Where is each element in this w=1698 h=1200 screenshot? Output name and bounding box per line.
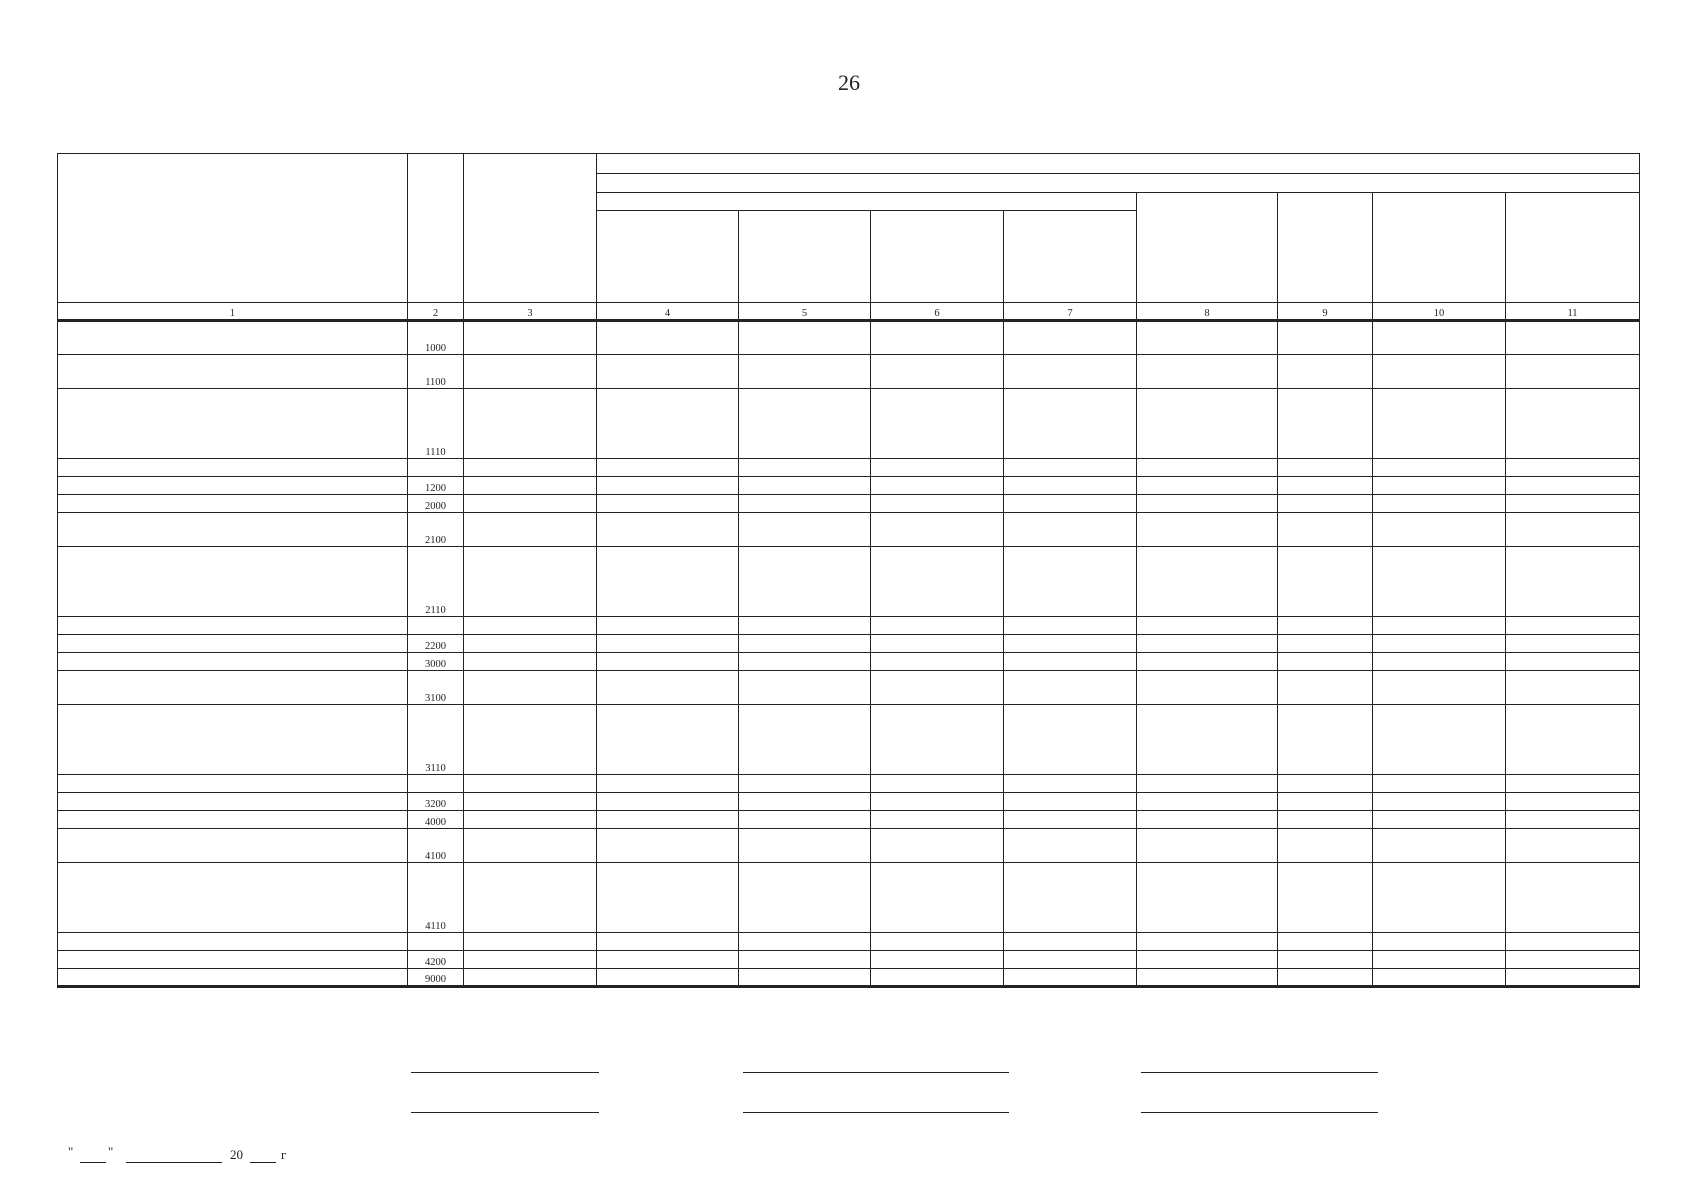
value-cell[interactable] [1506, 459, 1640, 477]
value-cell[interactable] [464, 671, 597, 705]
table-row [58, 459, 1640, 477]
expenses-table [57, 153, 1640, 988]
value-cell[interactable] [464, 793, 597, 811]
value-cell[interactable] [1004, 495, 1137, 513]
value-cell[interactable] [464, 705, 597, 775]
value-cell[interactable] [464, 969, 597, 987]
value-cell[interactable] [597, 829, 739, 863]
value-cell[interactable] [1004, 617, 1137, 635]
value-cell[interactable] [1004, 459, 1137, 477]
table-row [58, 951, 1640, 969]
table-body [58, 321, 1640, 987]
value-cell[interactable] [1278, 793, 1373, 811]
value-cell[interactable] [1506, 793, 1640, 811]
value-cell[interactable] [1373, 617, 1506, 635]
value-cell[interactable] [1137, 617, 1278, 635]
value-cell[interactable] [597, 969, 739, 987]
value-cell[interactable] [871, 495, 1004, 513]
value-cell[interactable] [1004, 513, 1137, 547]
value-cell[interactable] [1004, 829, 1137, 863]
value-cell[interactable] [464, 635, 597, 653]
value-cell[interactable] [871, 617, 1004, 635]
value-cell[interactable] [1137, 547, 1278, 617]
value-cell[interactable] [871, 653, 1004, 671]
value-cell[interactable] [464, 495, 597, 513]
value-cell[interactable] [597, 477, 739, 495]
value-cell[interactable] [871, 775, 1004, 793]
signature-line [743, 1072, 1009, 1073]
value-cell[interactable] [1137, 933, 1278, 951]
executor-position-line [411, 1112, 599, 1113]
row-indicator-name [58, 793, 408, 811]
value-cell[interactable] [1278, 321, 1373, 355]
value-cell[interactable] [871, 547, 1004, 617]
value-cell[interactable] [1137, 829, 1278, 863]
value-cell[interactable] [597, 775, 739, 793]
value-cell[interactable] [871, 863, 1004, 933]
value-cell[interactable] [1373, 635, 1506, 653]
value-cell[interactable] [597, 617, 739, 635]
value-cell[interactable] [1278, 951, 1373, 969]
row-code: 4110 [408, 863, 464, 933]
value-cell[interactable] [464, 459, 597, 477]
value-cell[interactable] [597, 793, 739, 811]
table-row [58, 793, 1640, 811]
value-cell[interactable] [597, 653, 739, 671]
table-row [58, 653, 1640, 671]
row-indicator-name [58, 811, 408, 829]
value-cell[interactable] [1373, 705, 1506, 775]
value-cell[interactable] [739, 477, 871, 495]
value-cell[interactable] [871, 951, 1004, 969]
value-cell[interactable] [1137, 811, 1278, 829]
value-cell[interactable] [739, 617, 871, 635]
value-cell[interactable] [1506, 705, 1640, 775]
value-cell[interactable] [597, 389, 739, 459]
value-cell[interactable] [597, 811, 739, 829]
value-cell[interactable] [1278, 513, 1373, 547]
header-expenses-group [597, 154, 1640, 174]
table-row [58, 933, 1640, 951]
column-number: 1 [58, 303, 408, 321]
column-number: 11 [1506, 303, 1640, 321]
table-row [58, 477, 1640, 495]
value-cell[interactable] [871, 635, 1004, 653]
value-cell[interactable] [739, 705, 871, 775]
table-row [58, 811, 1640, 829]
value-cell[interactable] [1506, 389, 1640, 459]
value-cell[interactable] [1278, 635, 1373, 653]
table-row [58, 775, 1640, 793]
value-cell[interactable] [1137, 321, 1278, 355]
value-cell[interactable] [739, 389, 871, 459]
value-cell[interactable] [1137, 705, 1278, 775]
value-cell[interactable] [871, 355, 1004, 389]
value-cell[interactable] [1506, 811, 1640, 829]
row-indicator-name [58, 513, 408, 547]
value-cell[interactable] [464, 933, 597, 951]
table-row [58, 705, 1640, 775]
value-cell[interactable] [739, 863, 871, 933]
row-indicator-name [58, 547, 408, 617]
value-cell[interactable] [1137, 951, 1278, 969]
value-cell[interactable] [1373, 829, 1506, 863]
value-cell[interactable] [597, 495, 739, 513]
value-cell[interactable] [1278, 969, 1373, 987]
header-mandatory-insurance [871, 211, 1004, 303]
value-cell[interactable] [464, 513, 597, 547]
value-cell[interactable] [1373, 547, 1506, 617]
value-cell[interactable] [1278, 477, 1373, 495]
row-indicator-name [58, 705, 408, 775]
date-quote-close: " [108, 1144, 114, 1159]
value-cell[interactable] [1278, 863, 1373, 933]
value-cell[interactable] [1373, 389, 1506, 459]
value-cell[interactable] [1004, 969, 1137, 987]
table-row [58, 829, 1640, 863]
date-quote-open: " [68, 1144, 74, 1159]
value-cell[interactable] [1137, 355, 1278, 389]
row-code: 9000 [408, 969, 464, 987]
table-row [58, 389, 1640, 459]
value-cell[interactable] [597, 671, 739, 705]
value-cell[interactable] [1278, 459, 1373, 477]
value-cell[interactable] [739, 459, 871, 477]
value-cell[interactable] [871, 705, 1004, 775]
value-cell[interactable] [1004, 793, 1137, 811]
row-code [408, 775, 464, 793]
position-line [411, 1072, 599, 1073]
value-cell[interactable] [464, 547, 597, 617]
value-cell[interactable] [1004, 705, 1137, 775]
value-cell[interactable] [1137, 793, 1278, 811]
value-cell[interactable] [871, 477, 1004, 495]
value-cell[interactable] [464, 811, 597, 829]
table-row [58, 635, 1640, 653]
value-cell[interactable] [1506, 671, 1640, 705]
value-cell[interactable] [739, 829, 871, 863]
value-cell[interactable] [739, 775, 871, 793]
value-cell[interactable] [1278, 617, 1373, 635]
row-code: 3110 [408, 705, 464, 775]
row-indicator-name [58, 321, 408, 355]
value-cell[interactable] [464, 653, 597, 671]
value-cell[interactable] [871, 513, 1004, 547]
value-cell[interactable] [597, 513, 739, 547]
value-cell[interactable] [1506, 933, 1640, 951]
row-code: 3000 [408, 653, 464, 671]
value-cell[interactable] [1506, 617, 1640, 635]
row-code: 3200 [408, 793, 464, 811]
value-cell[interactable] [871, 829, 1004, 863]
header-row-code [408, 154, 464, 303]
value-cell[interactable] [739, 321, 871, 355]
column-number: 6 [871, 303, 1004, 321]
row-indicator-name [58, 829, 408, 863]
value-cell[interactable] [1004, 951, 1137, 969]
row-code: 4100 [408, 829, 464, 863]
value-cell[interactable] [871, 969, 1004, 987]
column-number: 3 [464, 303, 597, 321]
date-month-blank [126, 1162, 222, 1163]
value-cell[interactable] [1137, 671, 1278, 705]
row-code: 3100 [408, 671, 464, 705]
table-row [58, 547, 1640, 617]
column-number: 2 [408, 303, 464, 321]
value-cell[interactable] [597, 705, 739, 775]
header-voluntary-insurance [1004, 211, 1137, 303]
value-cell[interactable] [1278, 775, 1373, 793]
value-cell[interactable] [1278, 653, 1373, 671]
value-cell[interactable] [597, 863, 739, 933]
row-indicator-name [58, 389, 408, 459]
row-indicator-name [58, 477, 408, 495]
row-code [408, 617, 464, 635]
value-cell[interactable] [464, 863, 597, 933]
value-cell[interactable] [1506, 495, 1640, 513]
value-cell[interactable] [739, 951, 871, 969]
value-cell[interactable] [871, 389, 1004, 459]
table-row [58, 617, 1640, 635]
value-cell[interactable] [1137, 389, 1278, 459]
value-cell[interactable] [1373, 477, 1506, 495]
value-cell[interactable] [1373, 933, 1506, 951]
value-cell[interactable] [1506, 951, 1640, 969]
row-code: 1100 [408, 355, 464, 389]
value-cell[interactable] [1137, 477, 1278, 495]
row-code: 1200 [408, 477, 464, 495]
value-cell[interactable] [1278, 495, 1373, 513]
row-code: 1110 [408, 389, 464, 459]
row-code: 2000 [408, 495, 464, 513]
value-cell[interactable] [1004, 355, 1137, 389]
executor-phone-line [1141, 1112, 1378, 1113]
executor-name-line [743, 1112, 1009, 1113]
value-cell[interactable] [1278, 933, 1373, 951]
table-row [58, 671, 1640, 705]
value-cell[interactable] [1137, 513, 1278, 547]
value-cell[interactable] [739, 969, 871, 987]
value-cell[interactable] [1278, 705, 1373, 775]
value-cell[interactable] [1373, 653, 1506, 671]
value-cell[interactable] [1373, 355, 1506, 389]
row-indicator-name [58, 635, 408, 653]
row-indicator-name [58, 653, 408, 671]
value-cell[interactable] [597, 635, 739, 653]
value-cell[interactable] [1278, 671, 1373, 705]
column-number: 7 [1004, 303, 1137, 321]
value-cell[interactable] [739, 671, 871, 705]
header-indicator-name [58, 154, 408, 303]
value-cell[interactable] [1137, 459, 1278, 477]
value-cell[interactable] [871, 321, 1004, 355]
value-cell[interactable] [1373, 671, 1506, 705]
value-cell[interactable] [464, 775, 597, 793]
row-code [408, 459, 464, 477]
value-cell[interactable] [871, 459, 1004, 477]
value-cell[interactable] [1373, 811, 1506, 829]
value-cell[interactable] [1278, 355, 1373, 389]
row-indicator-name [58, 933, 408, 951]
value-cell[interactable] [1004, 671, 1137, 705]
value-cell[interactable] [1004, 321, 1137, 355]
row-indicator-name [58, 951, 408, 969]
row-code [408, 933, 464, 951]
value-cell[interactable] [1506, 829, 1640, 863]
header-salary [1373, 193, 1506, 303]
value-cell[interactable] [1137, 863, 1278, 933]
header-other-expenses [1506, 193, 1640, 303]
value-cell[interactable] [597, 459, 739, 477]
header-total-period [464, 154, 597, 303]
row-indicator-name [58, 495, 408, 513]
value-cell[interactable] [739, 355, 871, 389]
column-number: 4 [597, 303, 739, 321]
value-cell[interactable] [871, 811, 1004, 829]
column-number: 9 [1278, 303, 1373, 321]
row-indicator-name [58, 459, 408, 477]
value-cell[interactable] [1373, 495, 1506, 513]
value-cell[interactable] [1506, 355, 1640, 389]
value-cell[interactable] [739, 653, 871, 671]
row-code: 2110 [408, 547, 464, 617]
row-indicator-name [58, 863, 408, 933]
value-cell[interactable] [739, 811, 871, 829]
table-row [58, 863, 1640, 933]
header-current-repair [739, 211, 871, 303]
value-cell[interactable] [739, 547, 871, 617]
row-indicator-name [58, 775, 408, 793]
value-cell[interactable] [1137, 495, 1278, 513]
row-indicator-name [58, 617, 408, 635]
value-cell[interactable] [1137, 635, 1278, 653]
value-cell[interactable] [597, 355, 739, 389]
table-row [58, 969, 1640, 987]
value-cell[interactable] [1373, 321, 1506, 355]
value-cell[interactable] [1373, 863, 1506, 933]
value-cell[interactable] [1004, 811, 1137, 829]
value-cell[interactable] [1506, 775, 1640, 793]
value-cell[interactable] [1506, 477, 1640, 495]
row-code: 2200 [408, 635, 464, 653]
value-cell[interactable] [739, 513, 871, 547]
value-cell[interactable] [597, 951, 739, 969]
value-cell[interactable] [1004, 635, 1137, 653]
value-cell[interactable] [464, 355, 597, 389]
value-cell[interactable] [1506, 969, 1640, 987]
value-cell[interactable] [1506, 321, 1640, 355]
value-cell[interactable] [464, 321, 597, 355]
column-number: 5 [739, 303, 871, 321]
value-cell[interactable] [464, 829, 597, 863]
value-cell[interactable] [1278, 547, 1373, 617]
value-cell[interactable] [1004, 863, 1137, 933]
value-cell[interactable] [464, 951, 597, 969]
row-code: 4200 [408, 951, 464, 969]
column-number: 10 [1373, 303, 1506, 321]
row-code: 4000 [408, 811, 464, 829]
value-cell[interactable] [1278, 811, 1373, 829]
value-cell[interactable] [1004, 933, 1137, 951]
value-cell[interactable] [1137, 775, 1278, 793]
table-row [58, 495, 1640, 513]
value-cell[interactable] [1004, 653, 1137, 671]
value-cell[interactable] [597, 321, 739, 355]
value-cell[interactable] [1137, 653, 1278, 671]
value-cell[interactable] [1004, 477, 1137, 495]
value-cell[interactable] [1506, 635, 1640, 653]
value-cell[interactable] [1278, 829, 1373, 863]
value-cell[interactable] [739, 635, 871, 653]
table-row [58, 321, 1640, 355]
value-cell[interactable] [1004, 547, 1137, 617]
header-periodic-maintenance [597, 211, 739, 303]
value-cell[interactable] [1137, 969, 1278, 987]
column-number: 8 [1137, 303, 1278, 321]
header-including [597, 174, 1640, 193]
value-cell[interactable] [1373, 793, 1506, 811]
date-year-blank [250, 1162, 276, 1163]
value-cell[interactable] [871, 793, 1004, 811]
table-row [58, 513, 1640, 547]
header-capital-repair [1137, 193, 1278, 303]
row-code: 1000 [408, 321, 464, 355]
value-cell[interactable] [1506, 863, 1640, 933]
value-cell[interactable] [464, 389, 597, 459]
value-cell[interactable] [1373, 951, 1506, 969]
date-year-suffix: г [281, 1147, 287, 1162]
value-cell[interactable] [1278, 389, 1373, 459]
value-cell[interactable] [1004, 389, 1137, 459]
value-cell[interactable] [1506, 513, 1640, 547]
value-cell[interactable] [597, 933, 739, 951]
value-cell[interactable] [1373, 775, 1506, 793]
value-cell[interactable] [1506, 653, 1640, 671]
value-cell[interactable] [464, 617, 597, 635]
value-cell[interactable] [597, 547, 739, 617]
value-cell[interactable] [871, 671, 1004, 705]
decoding-line [1141, 1072, 1378, 1073]
row-indicator-name [58, 671, 408, 705]
value-cell[interactable] [1373, 969, 1506, 987]
value-cell[interactable] [464, 477, 597, 495]
header-current-maintenance [597, 193, 1137, 211]
value-cell[interactable] [739, 933, 871, 951]
value-cell[interactable] [1004, 775, 1137, 793]
header-taxes [1278, 193, 1373, 303]
row-indicator-name [58, 355, 408, 389]
page-number: 26 [838, 70, 860, 95]
row-indicator-name [58, 969, 408, 987]
date-day-blank [80, 1162, 106, 1163]
date-year-prefix: 20 [230, 1147, 243, 1162]
value-cell[interactable] [871, 933, 1004, 951]
table-row [58, 355, 1640, 389]
value-cell[interactable] [739, 495, 871, 513]
value-cell[interactable] [1506, 547, 1640, 617]
value-cell[interactable] [1373, 513, 1506, 547]
row-code: 2100 [408, 513, 464, 547]
value-cell[interactable] [1373, 459, 1506, 477]
value-cell[interactable] [739, 793, 871, 811]
